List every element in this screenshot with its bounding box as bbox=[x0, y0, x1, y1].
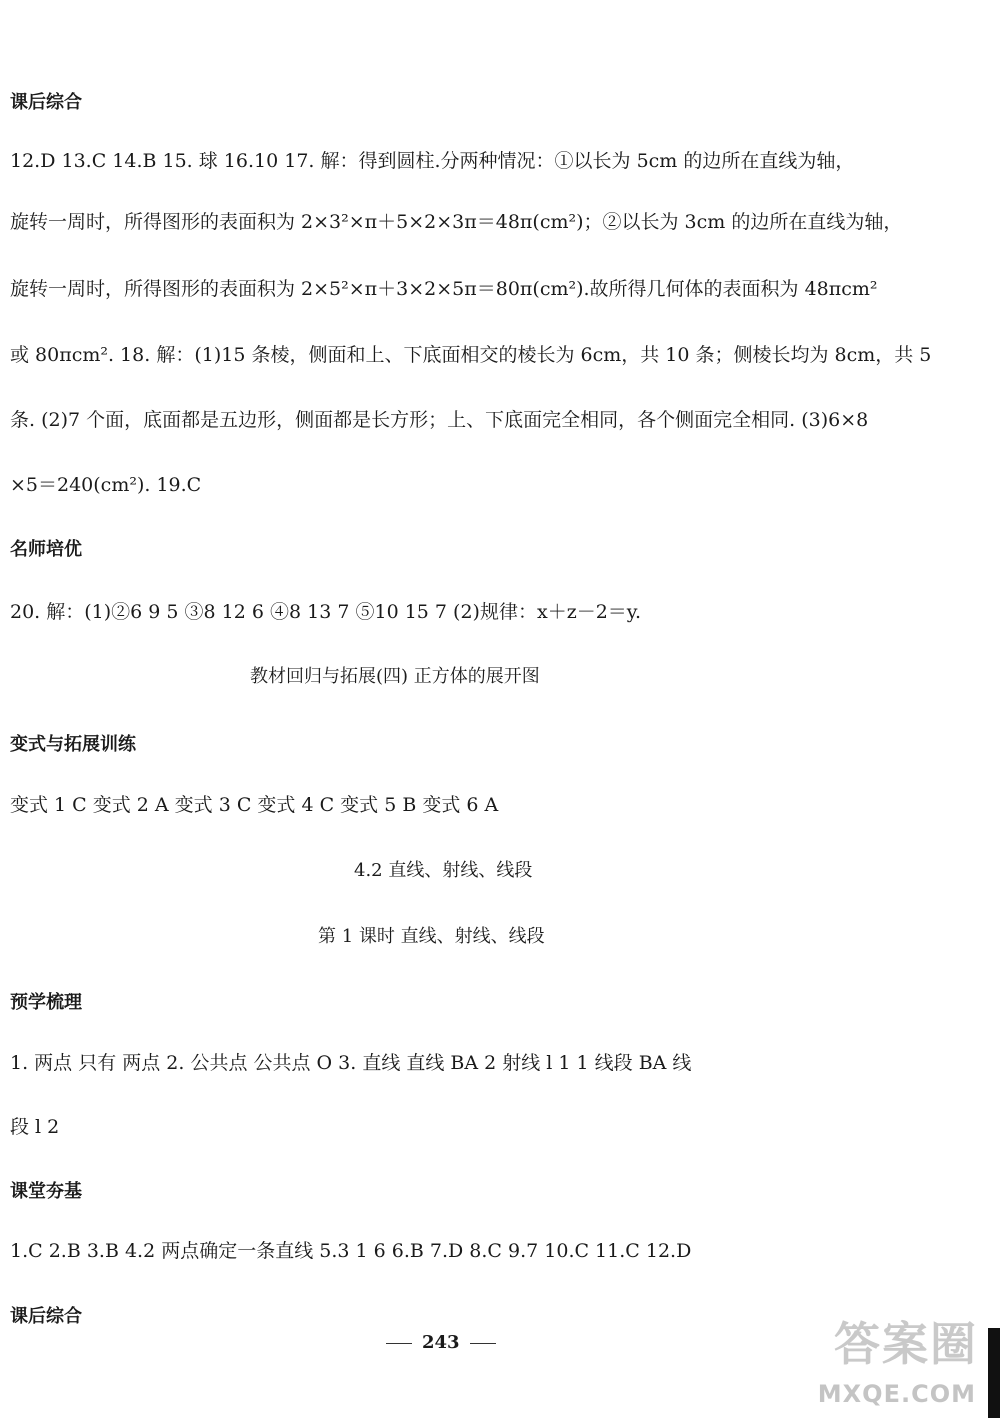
answer-line: 20. 解：(1)②6 9 5 ③8 12 6 ④8 13 7 ⑤10 15 7 (2)规律：x＋z－2＝y. bbox=[10, 601, 642, 623]
answer-line: ×5＝240(cm²). 19.C bbox=[10, 474, 202, 496]
footer-dash-right bbox=[470, 1343, 496, 1344]
page-number-footer bbox=[376, 1332, 506, 1353]
answer-line: 1. 两点 只有 两点 2. 公共点 公共点 O 3. 直线 直线 BA 2 射线 l 1 1 线段 BA 线 bbox=[10, 1052, 692, 1074]
answer-line: 条. (2)7 个面，底面都是五边形，侧面都是长方形；上、下底面完全相同，各个侧面完全相同. (3)6×8 bbox=[10, 409, 869, 431]
answer-line: 旋转一周时，所得图形的表面积为 2×5²×π＋3×2×5π＝80π(cm²).故所得几何体的表面积为 48πcm² bbox=[10, 278, 878, 300]
section-title: 4.2 直线、射线、线段 bbox=[354, 860, 533, 881]
answer-line: 变式 1 C 变式 2 A 变式 3 C 变式 4 C 变式 5 B 变式 6 A bbox=[10, 794, 499, 816]
page-edge-strip bbox=[988, 1328, 1000, 1418]
section-heading-after-class-2: 课后综合 bbox=[10, 1306, 82, 1327]
lesson-title: 第 1 课时 直线、射线、线段 bbox=[318, 926, 545, 947]
watermark-logo: 答案圈 bbox=[834, 1317, 978, 1371]
section-heading-variant: 变式与拓展训练 bbox=[10, 734, 136, 755]
watermark-site: MXQE.COM bbox=[817, 1380, 976, 1408]
page-number: 243 bbox=[422, 1332, 460, 1353]
section-heading-in-class: 课堂夯基 bbox=[10, 1181, 82, 1202]
answer-line: 旋转一周时，所得图形的表面积为 2×3²×π＋5×2×3π＝48π(cm²)；②以长为 3cm 的边所在直线为轴， bbox=[10, 211, 903, 233]
answer-line: 1.C 2.B 3.B 4.2 两点确定一条直线 5.3 1 6 6.B 7.D 8.C 9.7 10.C 11.C 12.D bbox=[10, 1240, 692, 1262]
watermark bbox=[800, 1300, 1000, 1418]
section-heading-preview: 预学梳理 bbox=[10, 992, 82, 1013]
chapter-title: 教材回归与拓展(四) 正方体的展开图 bbox=[250, 666, 540, 687]
section-heading-teacher: 名师培优 bbox=[10, 539, 82, 560]
answer-line: 段 l 2 bbox=[10, 1116, 60, 1138]
section-heading-after-class: 课后综合 bbox=[10, 92, 82, 113]
answer-line: 或 80πcm². 18. 解：(1)15 条棱，侧面和上、下底面相交的棱长为 6cm，共 10 条；侧棱长均为 8cm，共 5 bbox=[10, 344, 932, 366]
footer-dash-left bbox=[386, 1343, 412, 1344]
answer-line: 12.D 13.C 14.B 15. 球 16.10 17. 解：得到圆柱.分两种情况：①以长为 5cm 的边所在直线为轴， bbox=[10, 150, 855, 172]
